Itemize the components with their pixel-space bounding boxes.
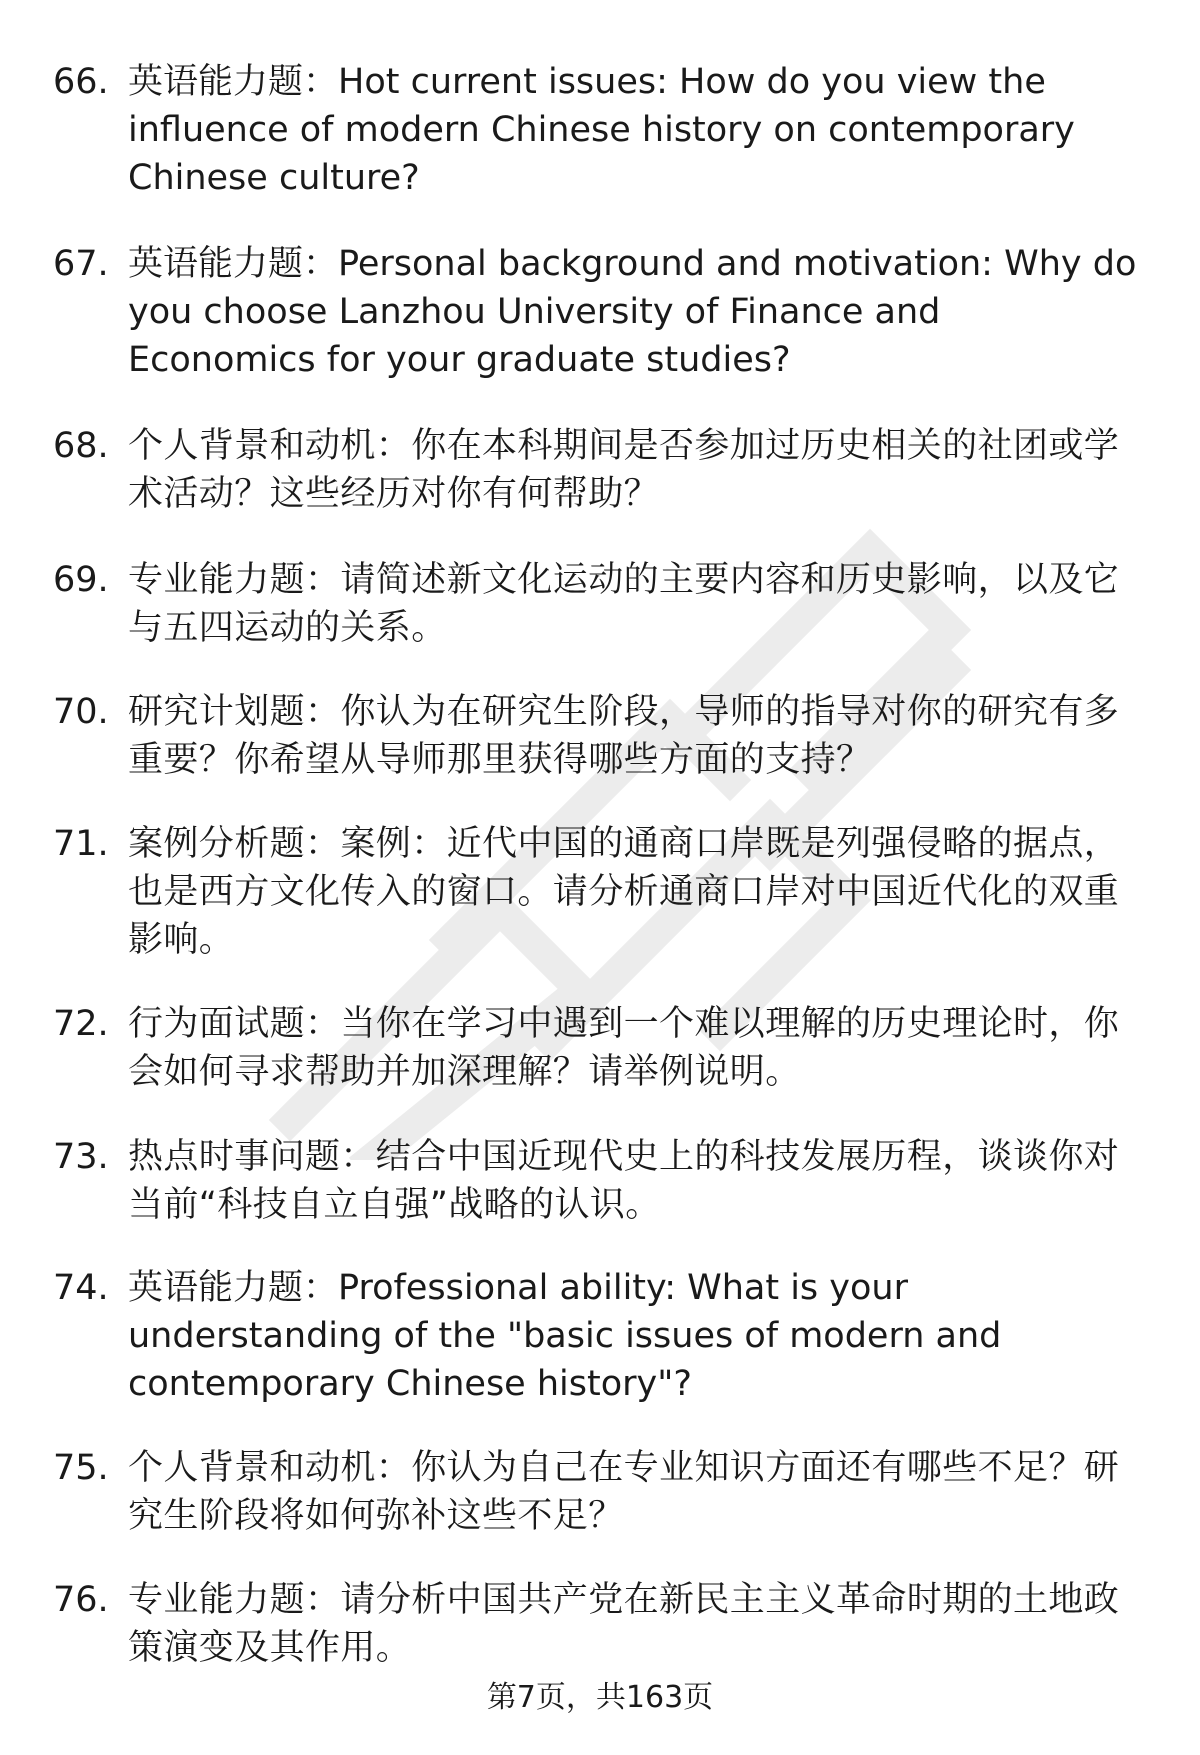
question-text: 英语能力题：Professional ability: What is your understanding of the "basic issues of modern and contemporary Chinese history"? <box>128 1268 1002 1404</box>
question-text: 专业能力题：请简述新文化运动的主要内容和历史影响，以及它与五四运动的关系。 <box>128 560 1120 648</box>
question-text: 英语能力题：Personal background and motivation: Why do you choose Lanzhou University of Finance and Economics for your graduate studies? <box>128 244 1137 380</box>
question-number: 76. <box>53 1580 109 1620</box>
question-text: 研究计划题：你认为在研究生阶段，导师的指导对你的研究有多重要？你希望从导师那里获得哪些方面的支持？ <box>128 692 1120 780</box>
question-number: 70. <box>53 692 109 732</box>
question-text: 英语能力题：Hot current issues: How do you view the influence of modern Chinese history on contemporary Chinese culture? <box>128 62 1075 198</box>
question-text: 行为面试题：当你在学习中遇到一个难以理解的历史理论时，你会如何寻求帮助并加深理解？请举例说明。 <box>128 1004 1120 1092</box>
question-text: 专业能力题：请分析中国共产党在新民主主义革命时期的土地政策演变及其作用。 <box>128 1580 1120 1668</box>
question-number: 67. <box>53 244 109 284</box>
question-number: 69. <box>53 560 109 600</box>
question-number: 73. <box>53 1137 109 1177</box>
question-number: 66. <box>53 62 109 102</box>
question-number: 75. <box>53 1448 109 1488</box>
question-text: 热点时事问题：结合中国近现代史上的科技发展历程，谈谈你对当前“科技自立自强”战略的认识。 <box>128 1137 1120 1225</box>
question-text: 个人背景和动机：你在本科期间是否参加过历史相关的社团或学术活动？这些经历对你有何帮助？ <box>128 426 1120 514</box>
question-number: 74. <box>53 1268 109 1308</box>
question-text: 个人背景和动机：你认为自己在专业知识方面还有哪些不足？研究生阶段将如何弥补这些不足？ <box>128 1448 1120 1536</box>
question-number: 68. <box>53 426 109 466</box>
question-number: 71. <box>53 824 109 864</box>
question-text: 案例分析题：案例：近代中国的通商口岸既是列强侵略的据点，也是西方文化传入的窗口。请分析通商口岸对中国近代化的双重影响。 <box>128 824 1120 960</box>
page-footer: 第7页，共163页 <box>486 1680 714 1715</box>
question-number: 72. <box>53 1004 109 1044</box>
